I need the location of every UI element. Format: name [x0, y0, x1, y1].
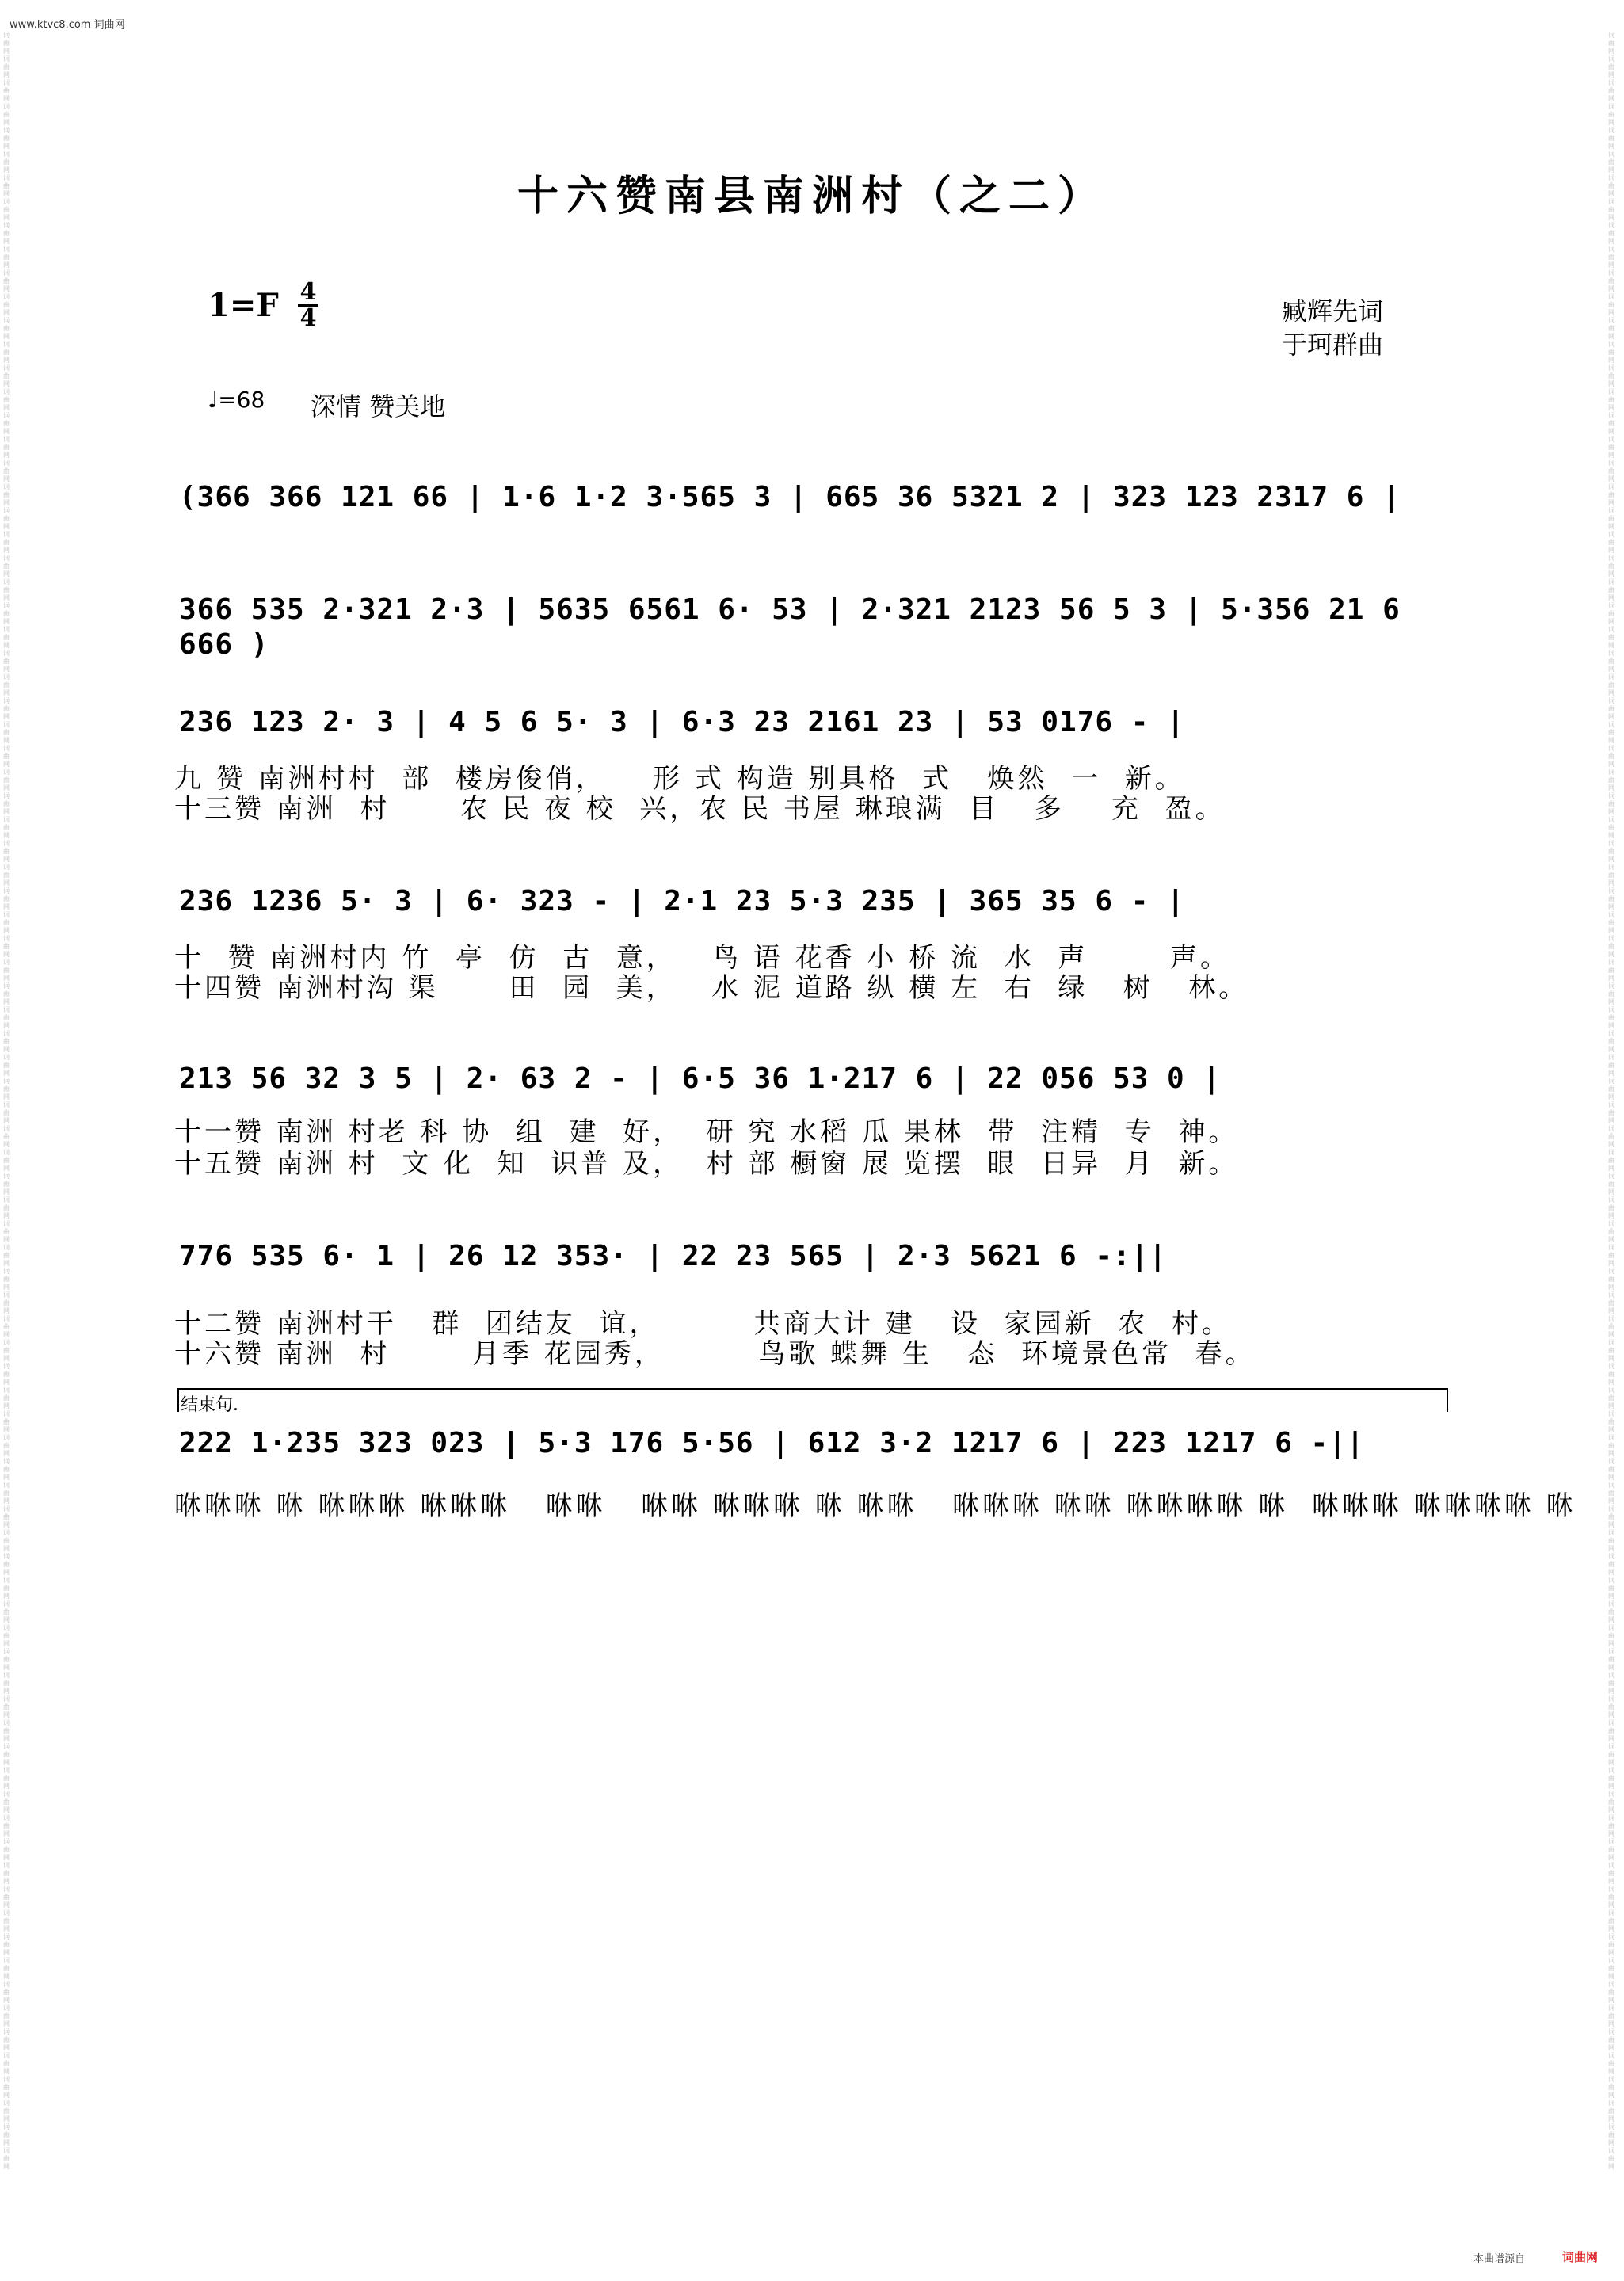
lyrics-3-verse-1: 九 赞 南洲村村 部 楼房俊俏， 形 式 构造 别具格 式 焕然 一 新。: [174, 763, 1185, 795]
right-margin-watermark: 词曲网词曲网词曲网词曲网词曲网词曲网词曲网词曲网词曲网词曲网词曲网词曲网词曲网词曲网词曲网词曲网词曲网词曲网词曲网词曲网词曲网词曲网词曲网词曲网词曲网词曲网词曲网词曲网词曲网词曲网词曲网词曲网词曲网词曲网词曲网词曲网词曲网词曲网词曲网词曲网词曲网词曲网词曲网词曲网词曲网词曲网词曲网词曲网词曲网词曲网词曲网词曲网词曲网词曲网词曲网词曲网词曲网词曲网词曲网词曲网词曲网词曲网词曲网词曲网词曲网词曲网词曲网词曲网词曲网词曲网词曲网词曲网词曲网词曲网词曲网词曲网词曲网词曲网词曲网词曲网词曲网词曲网词曲网词曲网词曲网词曲网词曲网词曲网词曲网词曲网: [1608, 32, 1614, 2170]
lyrics-4-verse-1: 十 赞 南洲村内 竹 亭 仿 古 意， 鸟 语 花香 小 桥 流 水 声 声。: [174, 942, 1231, 974]
song-title: 十六赞南县南洲村（之二）: [517, 172, 1107, 220]
credits: [1282, 295, 1383, 361]
lyrics-5-verse-1: 十一赞 南洲 村老 科 协 组 建 好， 研 究 水稻 瓜 果林 带 注精 专 神。: [174, 1116, 1239, 1148]
lyrics-6-verse-2: 十六赞 南洲 村 月季 花园秀， 鸟歌 蝶舞 生 态 环境景色常 春。: [174, 1338, 1256, 1370]
time-signature: [296, 280, 320, 330]
notation-system-5: 213 56 32 3 5 | 2· 63 2 - | 6·5 36 1·217 6 | 22 056 53 0 |: [179, 1062, 1222, 1095]
notation-system-2: 366 535 2·321 2·3 | 5635 6561 6· 53 | 2·321 2123 56 5 3 | 5·356 21 6 666 ): [179, 593, 1401, 661]
left-margin-watermark: 词曲网词曲网词曲网词曲网词曲网词曲网词曲网词曲网词曲网词曲网词曲网词曲网词曲网词曲网词曲网词曲网词曲网词曲网词曲网词曲网词曲网词曲网词曲网词曲网词曲网词曲网词曲网词曲网词曲网词曲网词曲网词曲网词曲网词曲网词曲网词曲网词曲网词曲网词曲网词曲网词曲网词曲网词曲网词曲网词曲网词曲网词曲网词曲网词曲网词曲网词曲网词曲网词曲网词曲网词曲网词曲网词曲网词曲网词曲网词曲网词曲网词曲网词曲网词曲网词曲网词曲网词曲网词曲网词曲网词曲网词曲网词曲网词曲网词曲网词曲网词曲网词曲网词曲网词曲网词曲网词曲网词曲网词曲网词曲网词曲网词曲网词曲网词曲网词曲网词曲网: [3, 32, 10, 2170]
lyrics-6-verse-1: 十二赞 南洲村干 群 团结友 谊， 共商大计 建 设 家园新 农 村。: [174, 1308, 1232, 1340]
time-signature-bottom: 4: [299, 304, 317, 332]
notation-system-1: (366 366 121 66 | 1·6 1·2 3·565 3 | 665 36 5321 2 | 323 123 2317 6 |: [179, 481, 1401, 513]
notation-system-6: 776 535 6· 1 | 26 12 353· | 22 23 565 | 2·3 5621 6 -:||: [179, 1240, 1168, 1272]
site-url: www.ktvc8.com 词曲网: [10, 19, 125, 31]
lyrics-3-verse-2: 十三赞 南洲 村 农 民 夜 校 兴，农 民 书屋 琳琅满 目 多 充 盈。: [174, 793, 1226, 825]
footer-source-label: 本曲谱源自: [1473, 2253, 1526, 2265]
ending-label: 结束句.: [181, 1395, 238, 1415]
ending-bracket: [177, 1388, 1448, 1412]
notation-system-3: 236 123 2· 3 | 4 5 6 5· 3 | 6·3 23 2161 23 | 53 0176 - |: [179, 706, 1185, 738]
lyricist: 臧辉先词: [1282, 296, 1384, 326]
lyrics-7-vocables: 咻咻咻 咻 咻咻咻 咻咻咻 咻咻 咻咻 咻咻咻 咻 咻咻 咻咻咻 咻咻 咻咻咻咻 咻 咻咻咻 咻咻咻咻 咻: [174, 1490, 1576, 1522]
lyrics-5-verse-2: 十五赞 南洲 村 文 化 知 识普 及， 村 部 橱窗 展 览摆 眼 日异 月 新。: [174, 1148, 1239, 1180]
expression-marking: 深情 赞美地: [311, 391, 446, 421]
tempo-marking: ♩=68: [208, 387, 265, 413]
notation-system-7: 222 1·235 323 023 | 5·3 176 5·56 | 612 3·2 1217 6 | 223 1217 6 -||: [179, 1427, 1365, 1459]
time-signature-top: 4: [299, 278, 317, 306]
notation-system-4: 236 1236 5· 3 | 6· 323 - | 2·1 23 5·3 235 | 365 35 6 - |: [179, 885, 1185, 917]
key-signature: 1=F: [208, 287, 279, 324]
composer: 于珂群曲: [1282, 330, 1384, 360]
lyrics-4-verse-2: 十四赞 南洲村沟 渠 田 园 美， 水 泥 道路 纵 横 左 右 绿 树 林。: [174, 972, 1249, 1004]
footer-site-logo: 词曲网: [1562, 2250, 1599, 2264]
